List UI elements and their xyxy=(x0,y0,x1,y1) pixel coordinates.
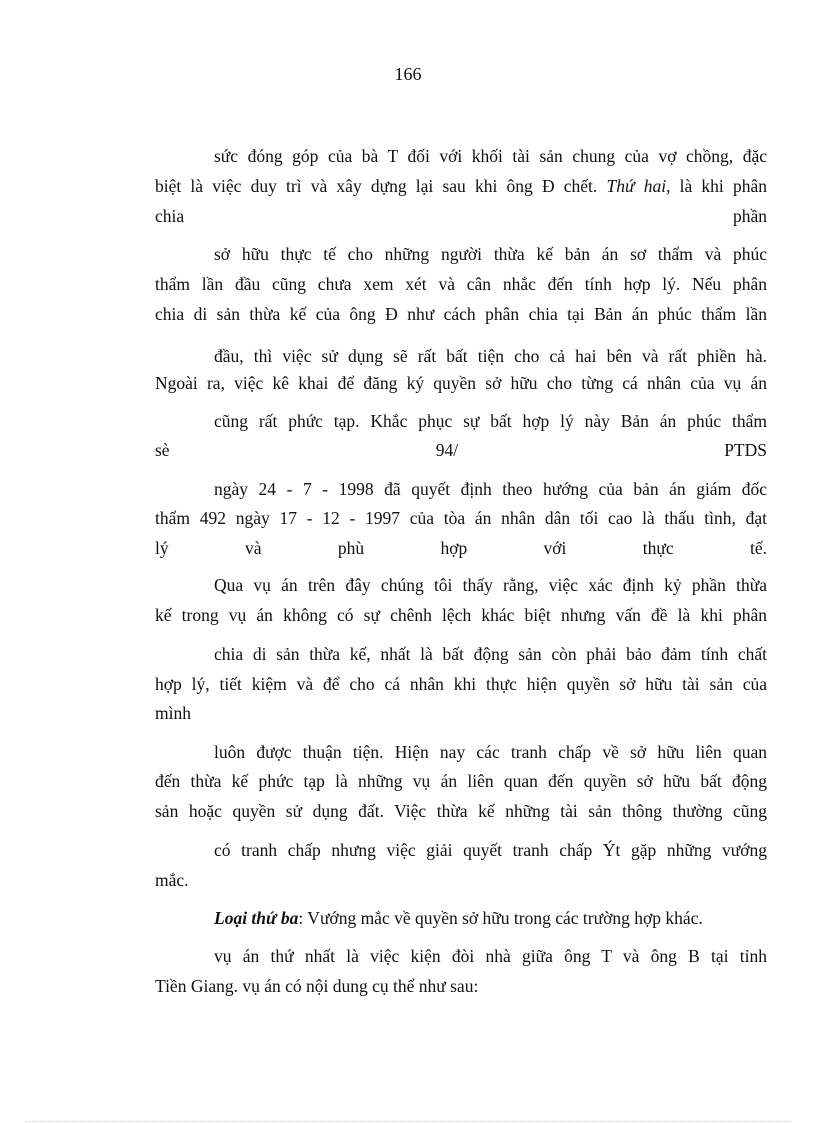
text-line: mình xyxy=(155,703,191,723)
word: PTDS xyxy=(724,440,767,460)
word: 94/ xyxy=(435,440,459,460)
text-span: , là khi phân xyxy=(666,176,767,196)
text-line: luôn được thuận tiện. Hiện nay các tranh chấp về sở hữu liên quan xyxy=(214,742,767,762)
word: hợp xyxy=(440,538,468,558)
text-line: mắc. xyxy=(155,870,189,890)
page-number: 166 xyxy=(394,64,422,84)
word: chia xyxy=(155,206,185,226)
word: sè xyxy=(155,440,170,460)
text-line xyxy=(155,175,767,197)
word: với xyxy=(543,538,567,558)
emphasis-thu-hai: Thứ hai xyxy=(606,176,667,196)
text-line: ngày 24 - 7 - 1998 đã quyết định theo hướng của bản án giám đốc xyxy=(214,479,767,499)
text-line xyxy=(155,205,767,227)
text-line: Ngoài ra, việc kê khai để đăng ký quyền sở hữu cho từng cá nhân của vụ án xyxy=(155,373,767,393)
text-line: kế trong vụ án không có sự chênh lệch khác biệt nhưng vấn đề là khi phân xyxy=(155,605,767,625)
word: phù xyxy=(337,538,365,558)
word: thực xyxy=(642,538,674,558)
section-heading-line xyxy=(214,907,767,929)
text-line: Qua vụ án trên đây chúng tôi thấy rằng, việc xác định kỷ phần thừa xyxy=(214,575,767,595)
text-line: Tiền Giang. vụ án có nội dung cụ thể như sau: xyxy=(155,976,479,996)
section-heading-text: : Vướng mắc về quyền sở hữu trong các trường hợp khác. xyxy=(298,908,703,928)
text-line: hợp lý, tiết kiệm và để cho cá nhân khi thực hiện quyền sở hữu tài sản của xyxy=(155,674,767,694)
text-line: sở hữu thực tế cho những người thừa kế bản án sơ thẩm và phúc xyxy=(214,244,767,264)
word: lý xyxy=(155,538,169,558)
word: tế. xyxy=(749,538,767,558)
text-line xyxy=(155,439,767,461)
text-span: biệt là việc duy trì và xây dựng lại sau khi ông Đ chết. xyxy=(155,176,607,196)
text-line: đầu, thì việc sử dụng sẽ rất bất tiện cho cả hai bên và rất phiền hà. xyxy=(214,346,767,366)
section-heading-label: Loại thứ ba xyxy=(214,908,299,928)
text-line: thẩm lần đầu cũng chưa xem xét và cân nhắc đến tính hợp lý. Nếu phân xyxy=(155,274,767,294)
text-line: có tranh chấp nhưng việc giải quyết tranh chấp Ýt gặp những vướng xyxy=(214,840,767,860)
text-line: sức đóng góp của bà T đối với khối tài sản chung của vợ chồng, đặc xyxy=(214,146,767,166)
text-line: chia di sản thừa kế của ông Đ như cách phân chia tại Bản án phúc thẩm lần xyxy=(155,304,767,324)
text-line xyxy=(155,537,767,559)
word: phần xyxy=(732,206,767,226)
text-line: đến thừa kế phức tạp là những vụ án liên quan đến quyền sở hữu bất động xyxy=(155,771,767,791)
word: và xyxy=(244,538,262,558)
text-line: chia di sản thừa kế, nhất là bất động sản còn phải bảo đảm tính chất xyxy=(214,644,767,664)
text-line: thẩm 492 ngày 17 - 12 - 1997 của tòa án nhân dân tối cao là thấu tình, đạt xyxy=(155,508,767,528)
page-bottom-dotted-rule xyxy=(25,1121,791,1122)
text-line: cũng rất phức tạp. Khắc phục sự bất hợp lý này Bản án phúc thẩm xyxy=(214,411,767,431)
text-line: sản hoặc quyền sử dụng đất. Việc thừa kế những tài sản thông thường cũng xyxy=(155,801,767,821)
text-line: vụ án thứ nhất là việc kiện đòi nhà giữa ông T và ông B tại tỉnh xyxy=(214,946,767,966)
